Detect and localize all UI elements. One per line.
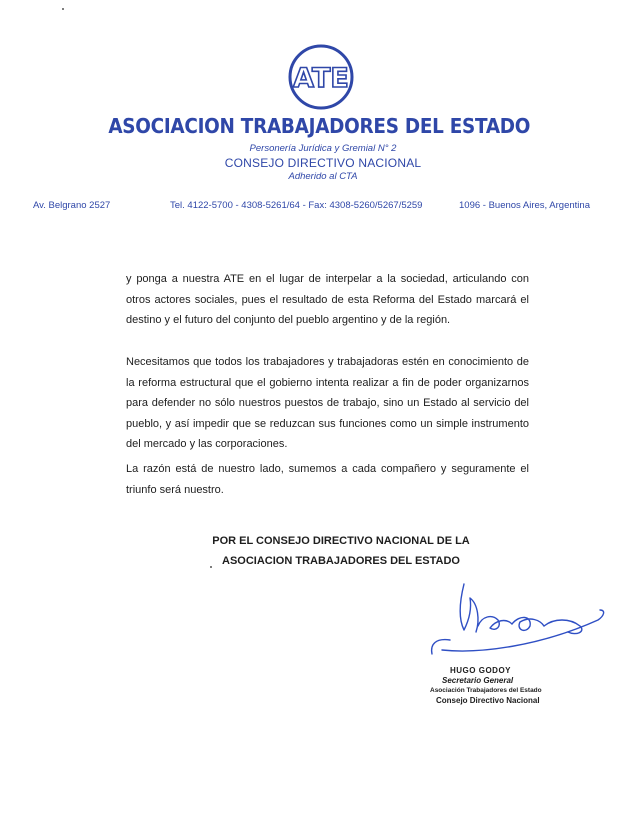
scan-speck <box>210 566 212 568</box>
signature-block <box>430 666 542 706</box>
scan-speck <box>62 8 64 10</box>
council-name: CONSEJO DIRECTIVO NACIONAL <box>224 156 422 170</box>
organization-name: ASOCIACION TRABAJADORES DEL ESTADO <box>108 114 531 138</box>
closing-line-2: ASOCIACION TRABAJADORES DEL ESTADO <box>222 555 460 567</box>
legal-status: Personería Jurídica y Gremial N° 2 <box>249 143 397 154</box>
phone-fax: Tel. 4122-5700 - 4308-5261/64 - Fax: 4308-5260/5267/5259 <box>170 200 423 211</box>
signer-council: Consejo Directivo Nacional <box>436 696 540 705</box>
ate-logo <box>288 44 354 110</box>
affiliation: Adherido al CTA <box>288 171 358 182</box>
handwritten-signature <box>420 580 610 655</box>
signer-organization: Asociación Trabajadores del Estado <box>430 687 542 694</box>
signer-name: HUGO GODOY <box>450 666 512 675</box>
logo-text: ATE <box>293 63 349 94</box>
signer-role: Secretario General <box>442 676 514 685</box>
address: Av. Belgrano 2527 <box>33 200 111 211</box>
body-paragraph-1: y ponga a nuestra ATE en el lugar de interpelar a la sociedad, articulando con otros actores sociales, pues el resultado de esta Reforma del Estado marcará el destino y el futuro del conjunto del pueblo argentino y de la región. <box>126 273 529 326</box>
body-paragraph-2: Necesitamos que todos los trabajadores y trabajadoras estén en conocimiento de la reforma estructural que el gobierno intenta realizar a fin de poder organizarnos para defender no sólo nuestros puestos de trabajo, sino un Estado al servicio del pueblo, y así impedir que se reduzcan sus funciones como un simple instrumento del mercado y las corporaciones. <box>126 356 529 450</box>
body-paragraph-3: La razón está de nuestro lado, sumemos a cada compañero y seguramente el triunfo será nuestro. <box>126 463 529 496</box>
closing-line-1: POR EL CONSEJO DIRECTIVO NACIONAL DE LA <box>212 535 470 547</box>
postal-city: 1096 - Buenos Aires, Argentina <box>459 200 590 211</box>
